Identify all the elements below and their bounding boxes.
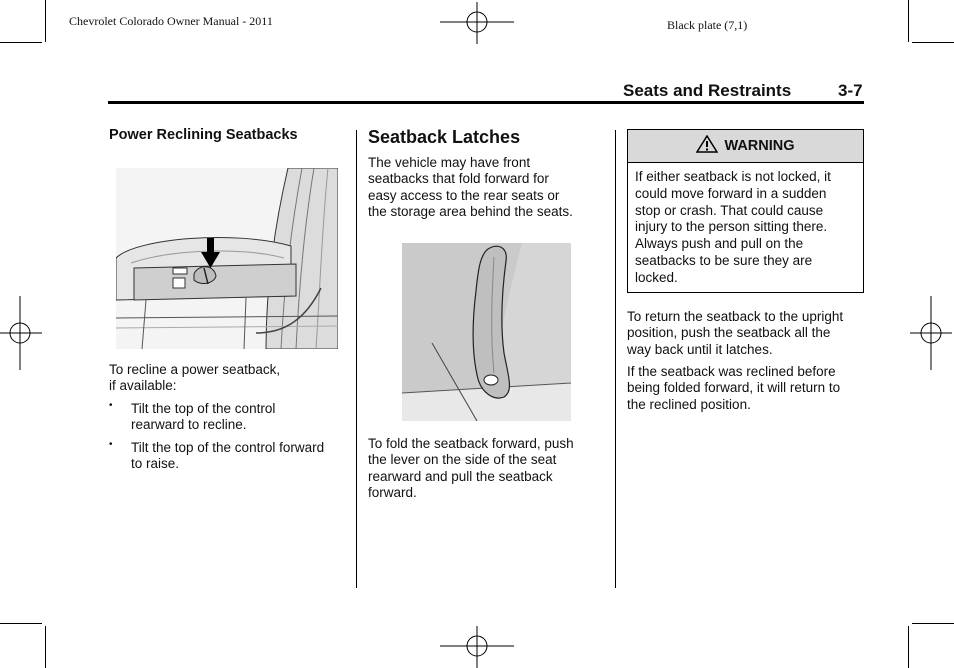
text-line: injury to the person sitting there. — [635, 219, 828, 235]
text-line: easy access to the rear seats or — [368, 187, 560, 203]
header-rule — [108, 101, 864, 104]
text-line: seatbacks to be sure they are — [635, 252, 813, 268]
return-para — [627, 309, 843, 358]
crop-mark — [0, 623, 42, 624]
registration-mark-right — [910, 296, 952, 370]
list-item — [109, 439, 325, 473]
crop-mark — [908, 626, 909, 668]
text-line: position, push the seatback all the — [627, 325, 831, 341]
warning-header — [628, 130, 863, 163]
seatback-lever-image — [402, 243, 571, 421]
text-line: locked. — [635, 269, 678, 285]
text-line: To fold the seatback forward, push — [368, 436, 574, 451]
text-line: The vehicle may have front — [368, 155, 531, 170]
warning-text — [628, 163, 863, 293]
text-line: could move forward in a sudden — [635, 185, 827, 201]
bullet-icon: • — [109, 400, 113, 411]
text-line: stop or crash. That could cause — [635, 202, 824, 218]
list-item — [109, 400, 276, 434]
recline-intro-line1: To recline a power seatback, — [109, 362, 281, 377]
manual-title: Chevrolet Colorado Owner Manual - 2011 — [69, 14, 273, 28]
warning-icon — [696, 135, 718, 157]
seatback-latches-heading: Seatback Latches — [368, 127, 521, 147]
bullet-line: Tilt the top of the control — [131, 401, 276, 416]
text-line: the lever on the side of the seat — [368, 452, 557, 468]
text-line: seatbacks that fold forward for — [368, 171, 549, 187]
text-line: the storage area behind the seats. — [368, 204, 573, 220]
bullet-line: rearward to recline. — [131, 417, 247, 433]
seatback-lever-illustration — [402, 243, 571, 421]
column-divider — [615, 130, 616, 588]
warning-box — [627, 129, 864, 293]
page-number: 3-7 — [838, 81, 863, 100]
crop-mark — [0, 42, 42, 43]
text-line: To return the seatback to the upright — [627, 309, 844, 324]
latches-para1 — [368, 155, 573, 221]
bullet-icon: • — [109, 439, 113, 450]
text-line: If the seatback was reclined before — [627, 364, 836, 379]
reclined-para — [627, 364, 840, 413]
column-divider — [356, 130, 357, 588]
registration-mark-left — [0, 296, 42, 370]
plate-label: Black plate (7,1) — [667, 18, 748, 32]
power-seat-control-illustration — [116, 168, 338, 349]
registration-mark-top — [440, 2, 514, 44]
warning-label: WARNING — [724, 138, 795, 154]
registration-mark-bottom — [440, 626, 514, 668]
recline-intro-line2: if available: — [109, 378, 177, 393]
crop-mark — [912, 623, 954, 624]
text-line: rearward and pull the seatback — [368, 468, 553, 484]
crop-mark — [908, 0, 909, 42]
power-reclining-heading: Power Reclining Seatbacks — [109, 127, 298, 143]
text-line: If either seatback is not locked, it — [635, 169, 831, 184]
text-line: way back until it latches. — [627, 341, 773, 357]
bullet-line: to raise. — [131, 456, 180, 472]
crop-mark — [45, 626, 46, 668]
text-line: the reclined position. — [627, 396, 751, 412]
text-line: being folded forward, it will return to — [627, 380, 841, 396]
bullet-line: Tilt the top of the control forward — [131, 440, 325, 455]
latches-para2 — [368, 436, 574, 502]
crop-mark — [912, 42, 954, 43]
power-seat-image — [116, 168, 338, 349]
text-line: Always push and pull on the — [635, 236, 804, 252]
section-title: Seats and Restraints — [623, 81, 792, 100]
text-line: forward. — [368, 485, 417, 501]
crop-mark — [45, 0, 46, 42]
